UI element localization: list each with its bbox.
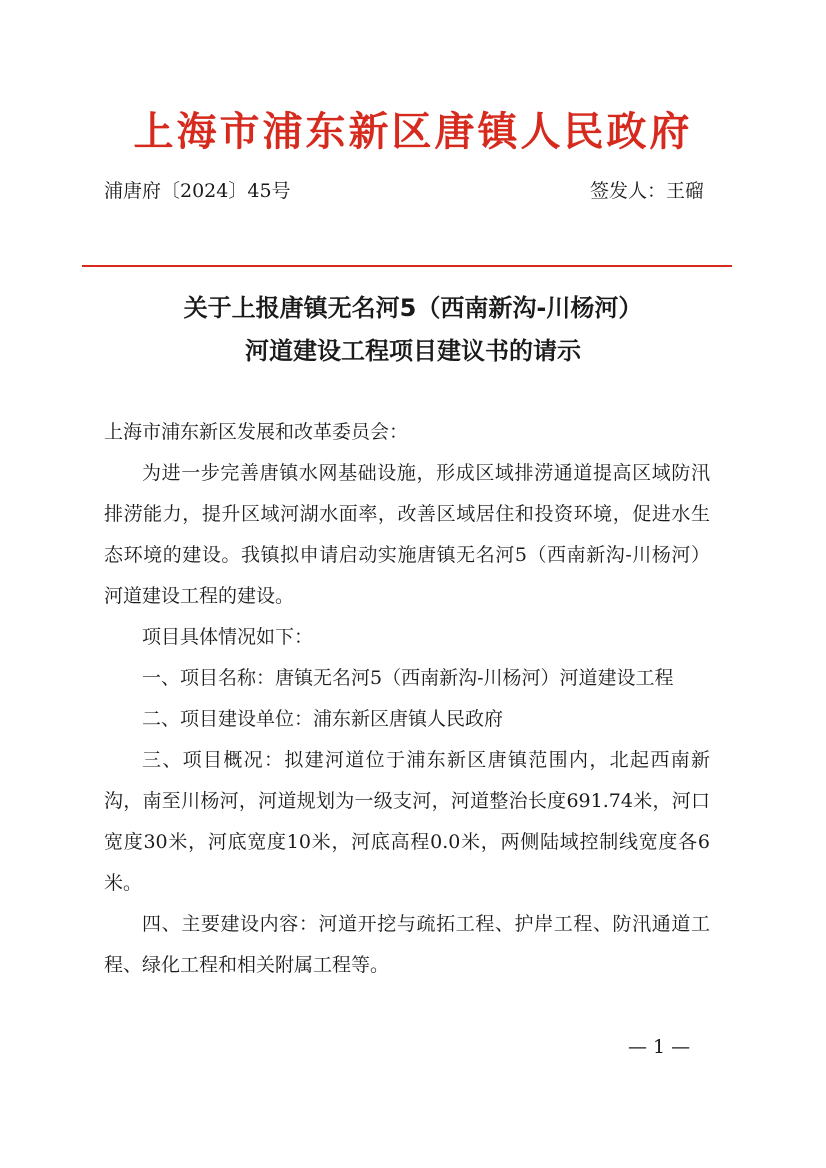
document-number: 浦唐府〔2024〕45号 [104,180,291,202]
addressee: 上海市浦东新区发展和改革委员会： [104,421,409,443]
paragraph-builder: 二、项目建设单位：浦东新区唐镇人民政府 [142,708,504,730]
document-title [0,287,826,373]
paragraph-intro: 为进一步完善唐镇水网基础设施，形成区域排涝通道提高区域防汛排涝能力，提升区域河湖水面率，改善区域居住和投资环境，促进水生态环境的建设。我镇拟申请启动实施唐镇无名河5（西南新沟-川杨河）河道建设工程的建设。 [104,462,710,607]
signer: 签发人：王磂 [589,180,704,202]
document-body [104,412,710,986]
paragraph-scope: 四、主要建设内容：河道开挖与疏拓工程、护岸工程、防汛通道工程、绿化工程和相关附属工程等。 [104,913,710,976]
issuer-title: 上海市浦东新区唐镇人民政府 [133,108,693,155]
paragraph-project-name: 一、项目名称：唐镇无名河5（西南新沟-川杨河）河道建设工程 [142,667,674,689]
page-number: — 1 — [628,1036,691,1058]
title-line-1: 关于上报唐镇无名河5（西南新沟-川杨河） [183,294,643,322]
red-separator-line [82,265,732,267]
title-line-2: 河道建设工程项目建议书的请示 [245,337,581,365]
paragraph-details-heading: 项目具体情况如下： [142,626,314,648]
paragraph-overview: 三、项目概况：拟建河道位于浦东新区唐镇范围内，北起西南新沟，南至川杨河，河道规划为一级支河，河道整治长度691.74米，河口宽度30米，河底宽度10米，河底高程0.0米，两侧陆域控制线宽度各6米。 [104,749,710,894]
